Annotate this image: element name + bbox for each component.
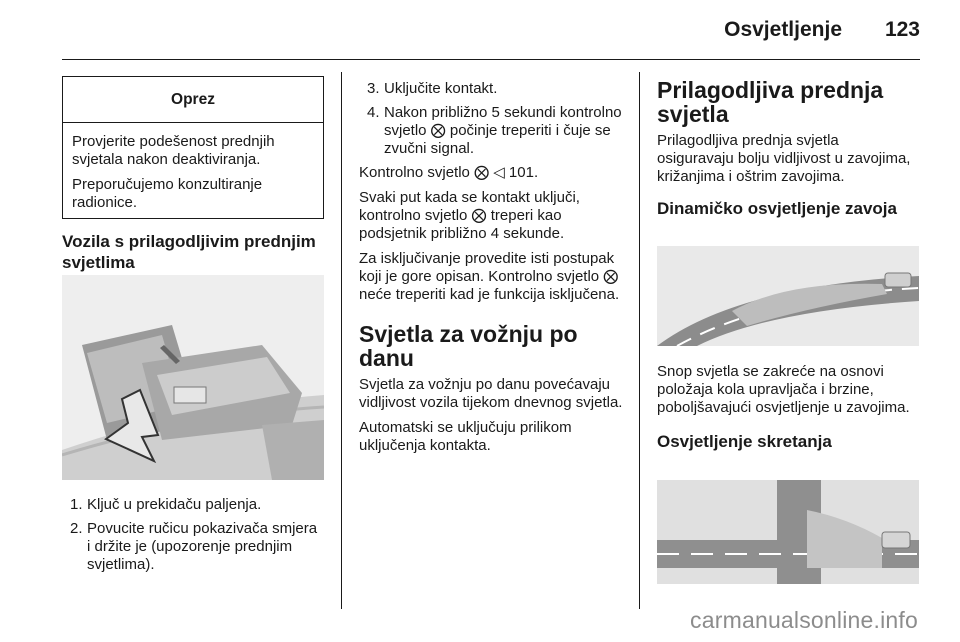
list-item: 3. Uključite kontakt. bbox=[367, 80, 498, 97]
list-item: 1. Ključ u prekidaču paljenja. bbox=[70, 496, 262, 513]
turn-light-figure bbox=[657, 480, 919, 584]
caution-title: Oprez bbox=[63, 77, 323, 123]
stalk-illustration bbox=[62, 275, 324, 480]
column-3 bbox=[657, 78, 919, 219]
list-item: 4. Nakon približno 5 sekundi kontrolno svjetlo ⨂ počinje treperiti i čuje se zvučni signal. bbox=[367, 104, 622, 157]
steps-list-2 bbox=[359, 80, 629, 158]
turn-light-image bbox=[657, 480, 919, 584]
subheading-dynamic-curve: Dinamičko osvjetljenje zavoja bbox=[657, 199, 897, 218]
column-2 bbox=[359, 80, 629, 462]
subheading-turn-lighting: Osvjetljenje skretanja bbox=[657, 432, 832, 451]
section-heading-adaptive-vehicles: Vozila s prilagodljivim prednjim svjetlima bbox=[62, 232, 316, 272]
curve-light-figure bbox=[657, 246, 919, 346]
paragraph: Automatski se uključuju prilikom uključenja kontakta. bbox=[359, 419, 572, 454]
steps-list-1 bbox=[62, 496, 324, 574]
caution-box bbox=[62, 76, 324, 219]
section-heading-daytime-lights: Svjetla za vožnju po danu bbox=[359, 321, 578, 371]
watermark: carmanualsonline.info bbox=[690, 607, 918, 633]
column-1-steps bbox=[62, 496, 324, 580]
paragraph: Snop svjetla se zakreće na osnovi položaja kola upravljača i brzine, poboljšavajući osvjetljenje u zavojima. bbox=[657, 363, 910, 416]
section-heading-adaptive-headlights: Prilagodljiva prednja svjetla bbox=[657, 77, 884, 127]
caution-text-1: Provjerite podešenost prednjih svjetala nakon deaktiviranja. bbox=[72, 133, 275, 168]
column-3-lower bbox=[657, 363, 919, 452]
paragraph: Svaki put kada se kontakt uključi, kontrolno svjetlo ⨂ treperi kao podsjetnik približno 4 sekunde. bbox=[359, 189, 580, 242]
header-rule bbox=[62, 59, 920, 60]
list-item: 2. Povucite ručicu pokazivača smjera i držite je (upozorenje prednjim svjetlima). bbox=[70, 520, 318, 573]
paragraph: Prilagodljiva prednja svjetla osiguravaju bolju vidljivost u zavojima, križanjima i oštrim zavojima. bbox=[657, 132, 911, 185]
curve-light-image bbox=[657, 246, 919, 346]
page-number: 123 bbox=[884, 18, 920, 41]
indicator-stalk-image bbox=[62, 275, 324, 480]
column-divider-2 bbox=[639, 72, 640, 609]
page-header-title: Osvjetljenje bbox=[724, 18, 842, 41]
paragraph: Kontrolno svjetlo ⨂ ◁ 101. bbox=[359, 164, 539, 181]
column-1 bbox=[62, 76, 324, 273]
caution-text-2: Preporučujemo konzultiranje radionice. bbox=[72, 176, 263, 211]
paragraph: Za isključivanje provedite isti postupak koji je gore opisan. Kontrolno svjetlo ⨂ neće treperiti kad je funkcija isključena. bbox=[359, 250, 620, 303]
paragraph: Svjetla za vožnju po danu povećavaju vidljivost vozila tijekom dnevnog svjetla. bbox=[359, 376, 623, 411]
column-divider-1 bbox=[341, 72, 342, 609]
